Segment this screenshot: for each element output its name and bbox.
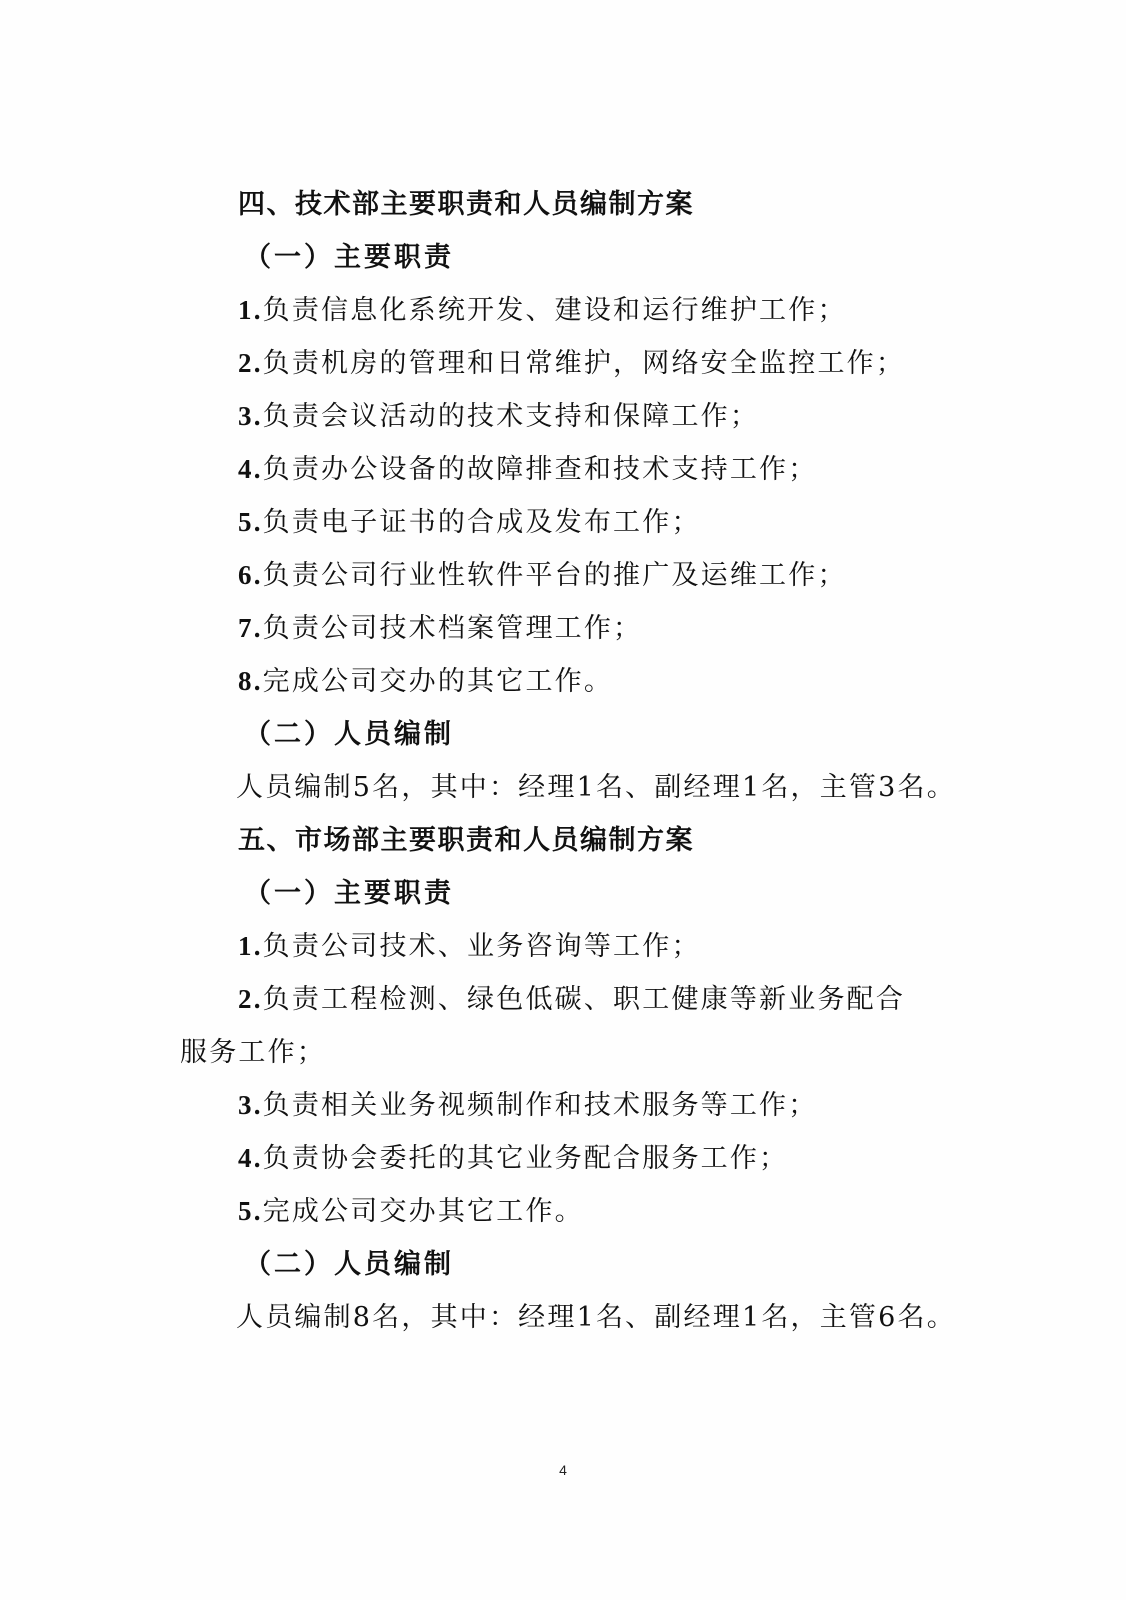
section-4-duty-4 [180,443,920,496]
section-5-duty-2-continuation: 服务工作； [180,1037,326,1068]
duty-text: 完成公司交办的其它工作。 [262,666,614,697]
section-5-staff-text: 人员编制8名，其中：经理1名、副经理1名，主管6名。 [236,1302,956,1333]
section-4-heading: 四、技术部主要职责和人员编制方案 [238,189,694,220]
duty-number: 6. [238,560,263,590]
duty-text: 负责机房的管理和日常维护，网络安全监控工作； [262,348,906,379]
section-4-duty-5 [180,496,920,549]
section-4-duty-2 [180,337,920,390]
section-4-duty-1 [180,284,920,337]
duty-number: 4. [238,1143,263,1173]
duty-number: 7. [238,613,263,643]
duty-text: 负责协会委托的其它业务配合服务工作； [262,1143,789,1174]
section-4-duty-3 [180,390,920,443]
duty-number: 4. [238,454,263,484]
duty-text: 负责工程检测、绿色低碳、职工健康等新业务配合 [262,984,906,1015]
duty-number: 5. [238,507,263,537]
duty-text: 负责会议活动的技术支持和保障工作； [262,401,760,432]
section-5-duty-2 [180,973,920,1026]
section-4-duties-title: （一）主要职责 [244,242,454,273]
section-4-duty-6 [180,549,920,602]
duty-text: 负责电子证书的合成及发布工作； [262,507,701,538]
duty-number: 1. [238,931,263,961]
duty-number: 3. [238,1090,263,1120]
section-5-duty-4 [180,1132,920,1185]
section-5-duty-1 [180,920,920,973]
duty-text: 负责相关业务视频制作和技术服务等工作； [262,1090,818,1121]
section-4-staff-title: （二）人员编制 [244,719,454,750]
duty-text: 负责信息化系统开发、建设和运行维护工作； [262,295,847,326]
section-5-duty-3 [180,1079,920,1132]
duty-number: 8. [238,666,263,696]
duty-text: 负责公司技术、业务咨询等工作； [262,931,701,962]
duty-text: 负责公司技术档案管理工作； [262,613,643,644]
duty-text: 负责公司行业性软件平台的推广及运维工作； [262,560,847,591]
section-4-staff-text: 人员编制5名，其中：经理1名、副经理1名，主管3名。 [236,772,956,803]
section-4-duty-7 [180,602,920,655]
duty-number: 5. [238,1196,263,1226]
page-number: 4 [559,1462,567,1478]
duty-text: 负责办公设备的故障排查和技术支持工作； [262,454,818,485]
section-5-heading: 五、市场部主要职责和人员编制方案 [238,825,694,856]
section-5-staff-title: （二）人员编制 [244,1249,454,1280]
duty-number: 1. [238,295,263,325]
document-body [180,178,956,1344]
duty-number: 2. [238,984,263,1014]
section-5-duties-title: （一）主要职责 [244,878,454,909]
section-5-duty-5 [180,1185,920,1238]
duty-text: 完成公司交办其它工作。 [262,1196,584,1227]
section-4-duty-8 [180,655,920,708]
duty-number: 3. [238,401,263,431]
duty-number: 2. [238,348,263,378]
